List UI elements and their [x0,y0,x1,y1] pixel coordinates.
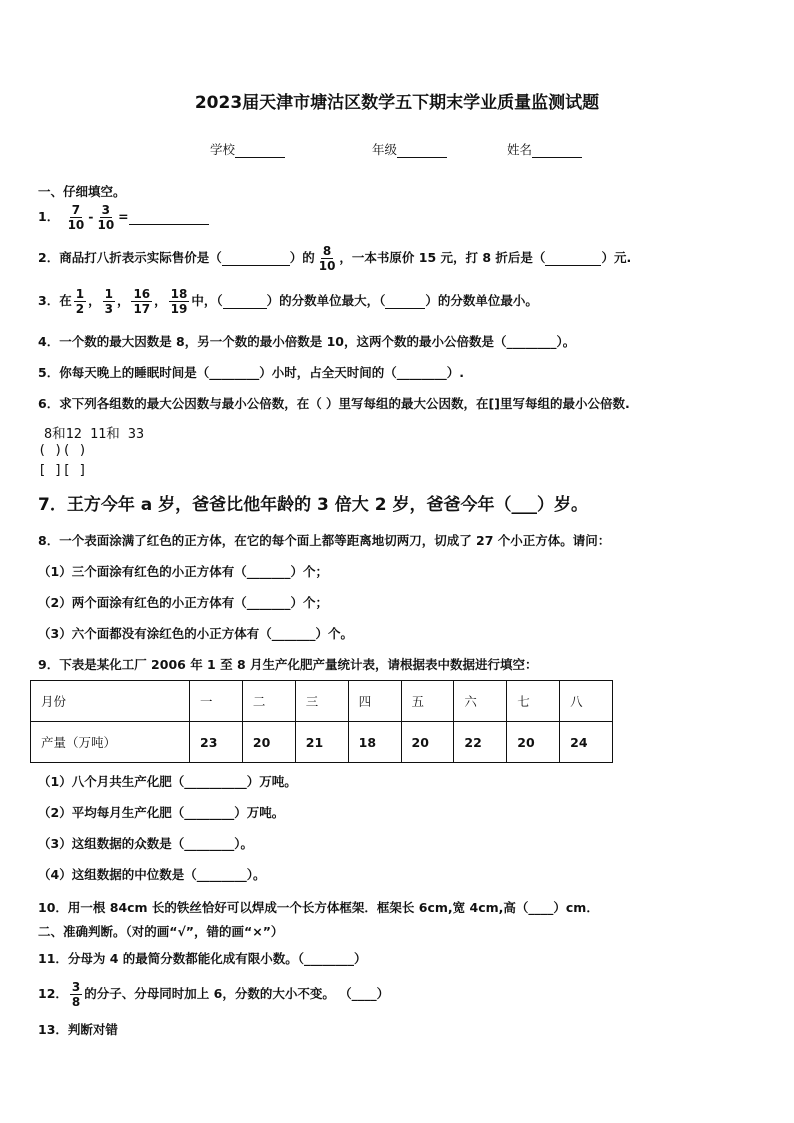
table-cell-month: 三 [295,681,348,722]
table-header-output: 产量（万吨） [31,722,190,763]
table-cell-month: 二 [242,681,295,722]
answer-blank-3a[interactable] [223,293,267,309]
question-13: 13．判断对错 [38,1022,118,1037]
table-cell-output: 21 [295,722,348,763]
question-4[interactable]: 4．一个数的最大因数是 8，另一个数的最小倍数是 10，这两个数的最小公倍数是（________）。 [38,334,576,349]
equals-sign: = [118,209,129,224]
name-field[interactable] [507,140,582,158]
question-9-part-3[interactable]: （3）这组数据的众数是（________）。 [38,836,253,851]
answer-blank-3b[interactable] [385,293,425,309]
answer-blank-2a[interactable] [222,250,290,266]
table-cell-month: 七 [507,681,560,722]
section-1-heading: 一、仔细填空。 [38,184,126,199]
table-cell-output: 20 [401,722,454,763]
school-field[interactable] [210,140,285,158]
name-label: 姓名 [507,142,533,157]
table-cell-output: 20 [507,722,560,763]
answer-blank-1[interactable] [129,209,209,225]
answer-blank-2b[interactable] [545,250,601,266]
question-12-text: 的分子、分母同时加上 6，分数的大小不变。 （____） [84,986,390,1001]
question-5[interactable]: 5．你每天晚上的睡眠时间是（________）小时，占全天时间的（________）. [38,365,464,380]
fraction-1-3: $\frac{1}{3}$ [104,287,113,316]
question-12-number: 12． [38,986,68,1001]
question-6-gcd-blanks[interactable]: ( )( ) [38,442,87,458]
question-12[interactable] [38,980,389,1009]
question-3: 3．在 $\frac{1}{2}$ ， $\frac{1}{3}$ ， $\frac{16}{17}$ ， $\frac{18}{19}$ 中，（ ）的分数单位最大，（ ）的分数单位最小。 [38,287,538,316]
question-6-numbers: 8和12 11和 33 [44,426,145,442]
school-blank[interactable] [235,142,285,158]
school-label: 学校 [210,142,236,157]
question-9-part-4[interactable]: （4）这组数据的中位数是（________）。 [38,867,266,882]
grade-blank[interactable] [397,142,447,158]
table-cell-output: 18 [348,722,401,763]
question-7[interactable]: 7．王方今年 a 岁，爸爸比他年龄的 3 倍大 2 岁，爸爸今年（___）岁。 [38,495,588,515]
page-title: 2023届天津市塘沽区数学五下期末学业质量监测试题 [194,93,600,113]
question-6: 6．求下列各组数的最大公因数与最小公倍数，在（ ）里写每组的最大公因数，在[]里写每组的最小公倍数. [38,396,630,411]
question-1-number: 1． [38,209,60,224]
fraction-16-17: $\frac{16}{17}$ [133,287,151,316]
fraction-1-2: $\frac{1}{2}$ [75,287,85,316]
fraction-8-10: $\frac{8}{10}$ [318,244,336,273]
question-10[interactable]: 10．用一根 84cm 长的铁丝恰好可以焊成一个长方体框架．框架长 6cm,宽 4cm,高（____）cm． [38,900,599,915]
question-6-lcm-blanks[interactable]: [ ][ ] [38,462,87,478]
question-2: 2．商品打八折表示实际售价是（ ）的 $\frac{8}{10}$ ，一本书原价 15 元，打 8 折后是（ ）元. [38,244,632,273]
table-cell-month: 六 [454,681,507,722]
question-11[interactable]: 11．分母为 4 的最简分数都能化成有限小数。（________） [38,951,367,966]
table-cell-output: 20 [242,722,295,763]
minus-sign: - [88,209,94,224]
question-8-part-2[interactable]: （2）两个面涂有红色的小正方体有（_______）个； [38,595,328,610]
table-row-output [31,722,613,763]
table-cell-output: 24 [560,722,613,763]
question-9-part-2[interactable]: （2）平均每月生产化肥（________）万吨。 [38,805,285,820]
question-8: 8．一个表面涂满了红色的正方体，在它的每个面上都等距离地切两刀，切成了 27 个小正方体。请问： [38,533,611,548]
fraction-3-8: $\frac{3}{8}$ [71,980,81,1009]
question-9: 9．下表是某化工厂 2006 年 1 至 8 月生产化肥产量统计表，请根据表中数据进行填空： [38,657,538,672]
fraction-7-10: $\frac{7}{10}$ [67,203,85,232]
table-cell-month: 四 [348,681,401,722]
fraction-18-19: $\frac{18}{19}$ [170,287,188,316]
table-cell-month: 八 [560,681,613,722]
table-header-month: 月份 [31,681,190,722]
table-cell-month: 一 [190,681,243,722]
question-9-part-1[interactable]: （1）八个月共生产化肥（__________）万吨。 [38,774,297,789]
question-1 [38,203,209,232]
fraction-3-10: $\frac{3}{10}$ [97,203,115,232]
grade-field[interactable] [372,140,447,158]
question-8-part-1[interactable]: （1）三个面涂有红色的小正方体有（_______）个； [38,564,328,579]
table-cell-month: 五 [401,681,454,722]
question-8-part-3[interactable]: （3）六个面都没有涂红色的小正方体有（_______）个。 [38,626,353,641]
name-blank[interactable] [532,142,582,158]
table-cell-output: 23 [190,722,243,763]
table-row-months [31,681,613,722]
table-cell-output: 22 [454,722,507,763]
section-2-heading: 二、准确判断。（对的画“√”，错的画“×”） [38,924,284,939]
grade-label: 年级 [372,142,398,157]
production-table [30,680,613,763]
